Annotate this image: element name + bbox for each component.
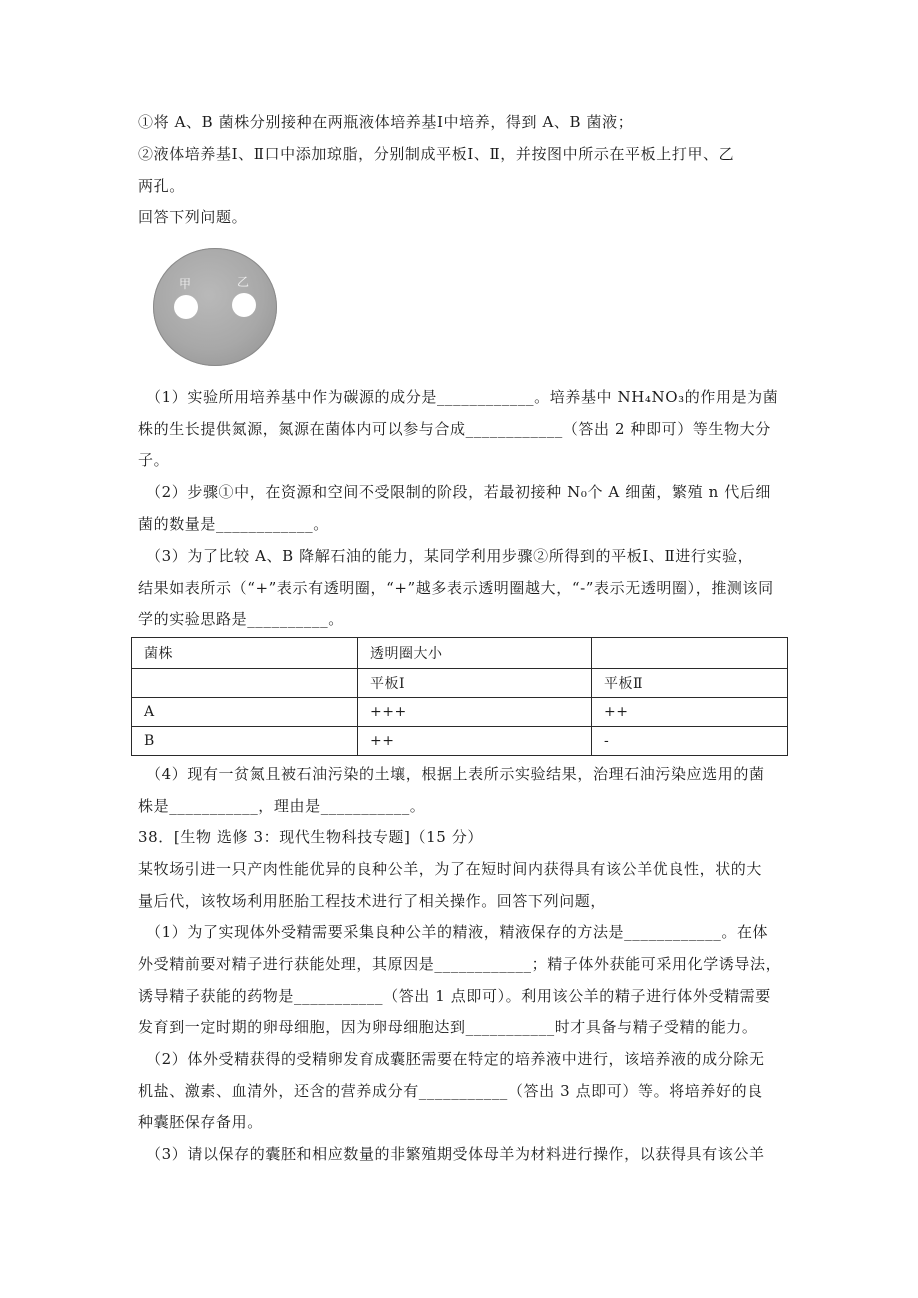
hole-jia	[174, 295, 198, 319]
table-cell: A	[132, 698, 358, 727]
table-header-row	[132, 638, 788, 669]
table-cell: ++	[358, 727, 592, 756]
question-1-text: （1）实验所用培养基中作为碳源的成分是____________。培养基中 NH₄NO₃的作用是为菌	[146, 388, 779, 406]
q38-1-text: （1）为了实现体外受精需要采集良种公羊的精液，精液保存的方法是____________。在体	[146, 923, 769, 941]
result-table	[131, 637, 788, 756]
section-38-heading: 38．[生物 选修 3：现代生物科技专题]（15 分）	[138, 828, 483, 846]
q38-1-text-cont-3: 发育到一定时期的卵母细胞，因为卵母细胞达到___________时才具备与精子受精的能力。	[138, 1018, 758, 1036]
section-38-intro: 某牧场引进一只产肉性能优异的良种公羊，为了在短时间内获得具有该公羊优良性，状的大	[138, 860, 763, 878]
agar-plate-figure	[153, 248, 277, 366]
answer-prompt: 回答下列问题。	[138, 208, 248, 226]
step-2-text: ②液体培养基Ⅰ、Ⅱ口中添加琼脂，分别制成平板Ⅰ、Ⅱ，并按图中所示在平板上打甲、乙	[138, 145, 735, 163]
question-3-text-cont: 结果如表所示（“+”表示有透明圈，“+”越多表示透明圈越大，“-”表示无透明圈），推测该同	[138, 579, 774, 597]
step-2-text-cont: 两孔。	[138, 177, 185, 195]
question-3-text-end: 学的实验思路是__________。	[138, 610, 344, 628]
question-2-text: （2）步骤①中，在资源和空间不受限制的阶段，若最初接种 N₀个 A 细菌，繁殖 n 代后细	[146, 483, 772, 501]
q38-2-text-cont: 机盐、激素、血清外，还含的营养成分有___________（答出 3 点即可）等。将培养好的良	[138, 1082, 763, 1100]
question-4-text-cont: 株是___________，理由是___________。	[138, 797, 426, 815]
table-cell: +++	[358, 698, 592, 727]
table-cell: B	[132, 727, 358, 756]
question-4-text: （4）现有一贫氮且被石油污染的土壤，根据上表所示实验结果，治理石油污染应选用的菌	[146, 765, 765, 783]
table-header-cell: 透明圈大小	[358, 638, 592, 669]
question-2-text-cont: 菌的数量是____________。	[138, 515, 329, 533]
table-cell: -	[592, 727, 788, 756]
q38-1-text-cont-2: 诱导精子获能的药物是___________（答出 1 点即可）。利用该公羊的精子进行体外受精需要	[138, 987, 771, 1005]
hole-yi	[232, 293, 256, 317]
table-cell: ++	[592, 698, 788, 727]
table-subheader-cell	[132, 669, 358, 698]
table-row	[132, 698, 788, 727]
q38-2-text: （2）体外受精获得的受精卵发育成囊胚需要在特定的培养液中进行，该培养液的成分除无	[146, 1050, 765, 1068]
step-1-text: ①将 A、B 菌株分别接种在两瓶液体培养基Ⅰ中培养，得到 A、B 菌液；	[138, 113, 634, 131]
table-header-cell	[592, 638, 788, 669]
q38-2-text-end: 种囊胚保存备用。	[138, 1113, 263, 1131]
table-subheader-cell: 平板Ⅰ	[358, 669, 592, 698]
table-subheader-cell: 平板Ⅱ	[592, 669, 788, 698]
table-header-cell: 菌株	[132, 638, 358, 669]
q38-1-text-cont-1: 外受精前要对精子进行获能处理，其原因是____________；精子体外获能可采用化学诱导法，	[138, 955, 782, 973]
table-subheader-row	[132, 669, 788, 698]
question-1-text-cont: 株的生长提供氮源，氮源在菌体内可以参与合成____________（答出 2 种即可）等生物大分	[138, 420, 771, 438]
question-1-text-end: 子。	[138, 451, 170, 469]
hole-label-jia: 甲	[179, 277, 192, 291]
q38-3-text: （3）请以保存的囊胚和相应数量的非繁殖期受体母羊为材料进行操作，以获得具有该公羊	[146, 1145, 765, 1163]
hole-label-yi: 乙	[237, 275, 250, 289]
question-3-text: （3）为了比较 A、B 降解石油的能力，某同学利用步骤②所得到的平板Ⅰ、Ⅱ进行实验，	[146, 547, 754, 565]
section-38-intro-cont: 量后代，该牧场利用胚胎工程技术进行了相关操作。回答下列问题，	[138, 892, 607, 910]
table-row	[132, 727, 788, 756]
